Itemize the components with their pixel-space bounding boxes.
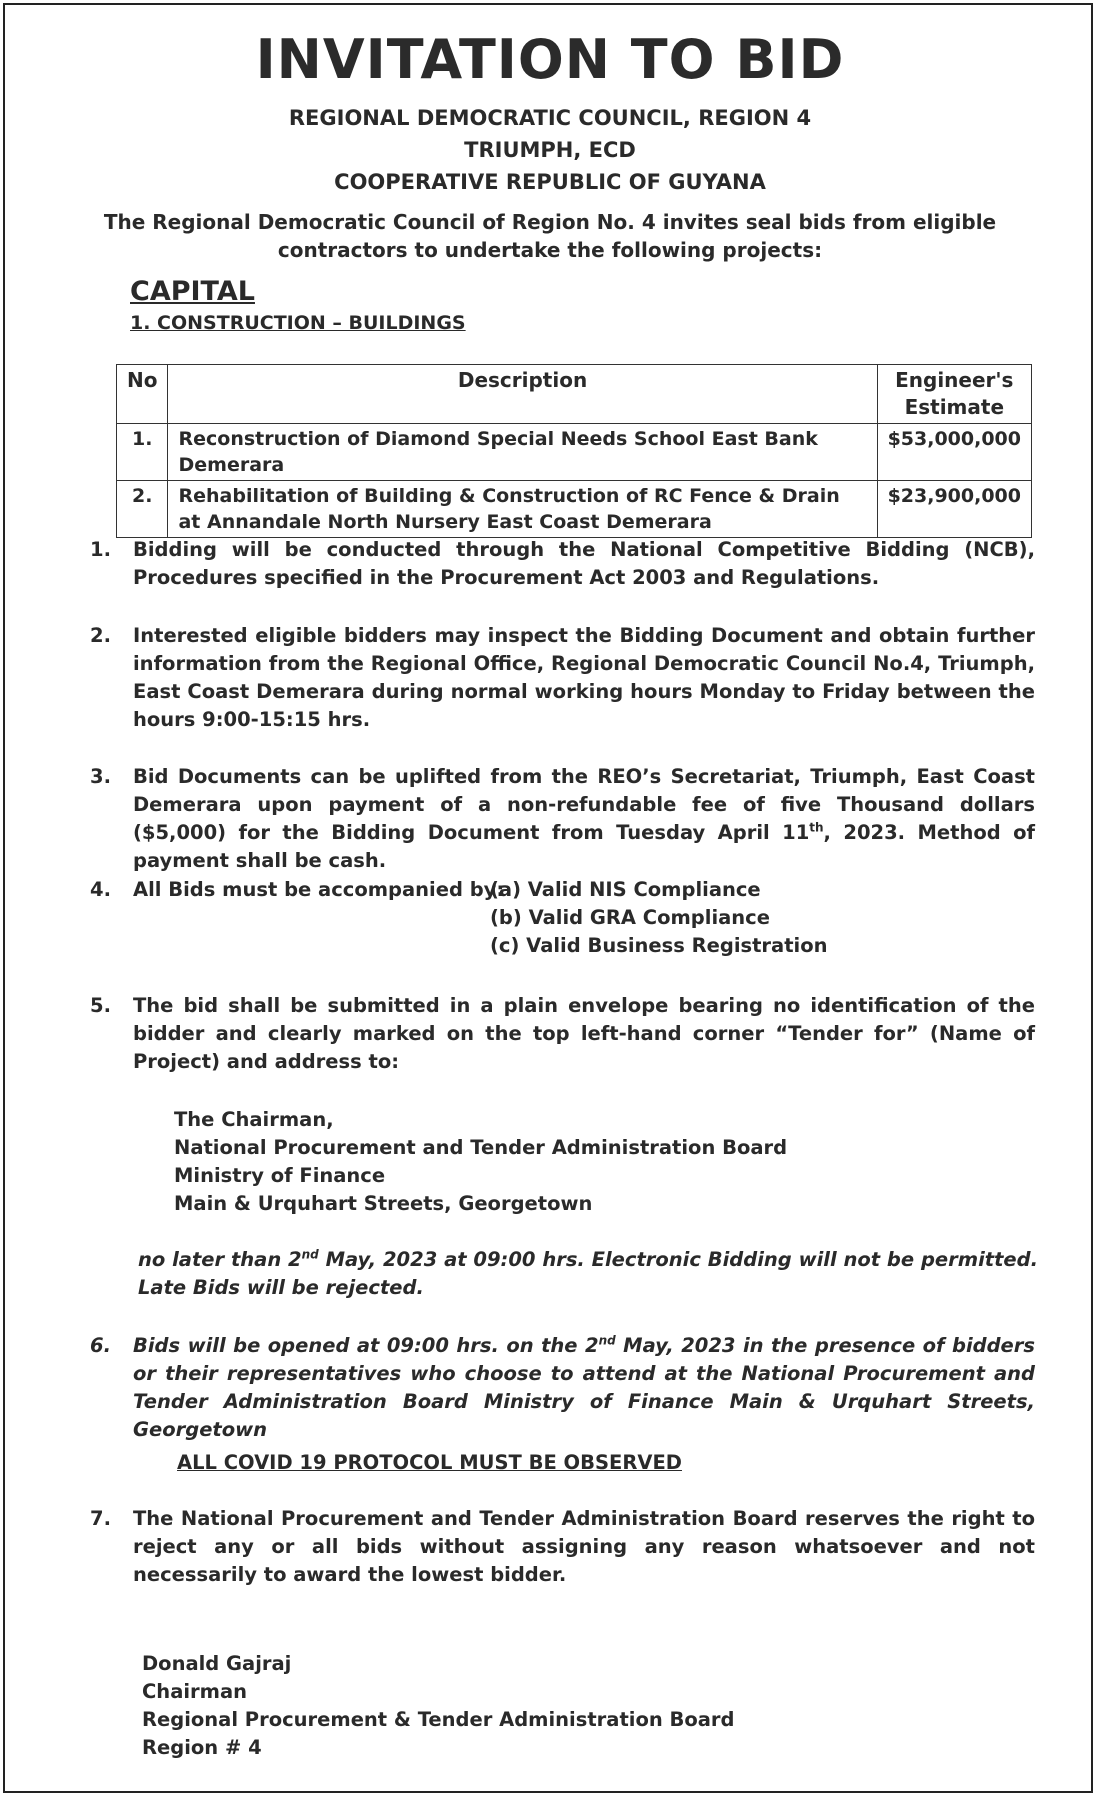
row-description: Rehabilitation of Building & Construction of RC Fence & Drain at Annandale North Nursery East Coast Demerara xyxy=(168,481,877,538)
table-header-row xyxy=(117,365,1032,424)
table-row xyxy=(117,481,1032,538)
covid-notice: ALL COVID 19 PROTOCOL MUST BE OBSERVED xyxy=(177,1451,682,1474)
signatory-board: Regional Procurement & Tender Administration Board xyxy=(142,1708,735,1731)
header-description: Description xyxy=(168,365,877,424)
row-no: 1. xyxy=(117,424,168,481)
item-number: 1. xyxy=(90,538,111,561)
row-estimate: $53,000,000 xyxy=(877,424,1031,481)
item-text: Interested eligible bidders may inspect the Bidding Document and obtain further information from the Regional Office, Regional Democratic Council No.4, Triumph, East Coast Demerara during normal working hours Monday to Friday between the hours 9:00-15:15 hrs. xyxy=(133,624,1035,731)
list-item xyxy=(90,622,1035,737)
requirement-business-registration: (c) Valid Business Registration xyxy=(490,934,828,957)
item-number: 3. xyxy=(90,765,111,788)
row-estimate: $23,900,000 xyxy=(877,481,1031,538)
list-item xyxy=(90,536,1035,596)
item-number: 7. xyxy=(90,1507,111,1530)
header-line-location: TRIUMPH, ECD xyxy=(464,138,636,162)
row-no: 2. xyxy=(117,481,168,538)
intro-paragraph: The Regional Democratic Council of Region No. 4 invites seal bids from eligible contractors to undertake the following projects: xyxy=(103,210,997,262)
requirement-gra: (b) Valid GRA Compliance xyxy=(490,906,770,929)
item-number: 4. xyxy=(90,878,111,901)
address-line: Main & Urquhart Streets, Georgetown xyxy=(174,1192,593,1215)
item-number: 2. xyxy=(90,624,111,647)
header-line-country: COOPERATIVE REPUBLIC OF GUYANA xyxy=(334,170,766,194)
header-line-council: REGIONAL DEMOCRATIC COUNCIL, REGION 4 xyxy=(288,106,812,130)
requirement-nis: (a) Valid NIS Compliance xyxy=(490,878,761,901)
list-item xyxy=(90,1505,1035,1595)
signatory-title: Chairman xyxy=(142,1680,248,1703)
item-text: Bids will be opened at 09:00 hrs. on the 2nd May, 2023 in the presence of bidders or their representatives who choose to attend at the National Procurement and Tender Administration Board Ministry of Finance Main & Urquhart Streets, Georgetown xyxy=(133,1333,1036,1441)
header-no: No xyxy=(117,365,168,424)
header-estimate: Engineer's Estimate xyxy=(877,365,1031,424)
signatory-name: Donald Gajraj xyxy=(142,1652,292,1675)
projects-table xyxy=(116,364,1032,538)
item-lead: All Bids must be accompanied by: xyxy=(133,878,505,901)
list-item xyxy=(90,992,1035,1082)
signatory-region: Region # 4 xyxy=(142,1736,262,1759)
list-item xyxy=(90,763,1035,872)
item-text: The bid shall be submitted in a plain envelope bearing no identification of the bidder and clearly marked on the top left-hand corner “Tender for” (Name of Project) and address to: xyxy=(133,994,1035,1073)
item-number: 6. xyxy=(90,1334,111,1357)
item-text: The National Procurement and Tender Administration Board reserves the right to reject any or all bids without assigning any reason whatsoever and not necessarily to award the lowest bidder. xyxy=(133,1507,1035,1586)
deadline-note: no later than 2nd May, 2023 at 09:00 hrs. Electronic Bidding will not be permitted. Late Bids will be rejected. xyxy=(138,1247,1038,1299)
item-text: Bid Documents can be uplifted from the REO’s Secretariat, Triumph, East Coast Demerara upon payment of a non-refundable fee of five Thousand dollars ($5,000) for the Bidding Document from Tuesday April 11th, 2023. Method of payment shall be cash. xyxy=(133,765,1035,872)
address-line: Ministry of Finance xyxy=(174,1164,386,1187)
row-description: Reconstruction of Diamond Special Needs School East Bank Demerara xyxy=(168,424,877,481)
item-text: Bidding will be conducted through the National Competitive Bidding (NCB), Procedures specified in the Procurement Act 2003 and Regulations. xyxy=(133,538,1035,589)
list-item xyxy=(90,1332,1036,1441)
item-number: 5. xyxy=(90,994,111,1017)
subsection-heading: 1. CONSTRUCTION – BUILDINGS xyxy=(130,312,466,334)
address-line: The Chairman, xyxy=(174,1108,334,1131)
section-heading: CAPITAL xyxy=(130,276,255,307)
table-row xyxy=(117,424,1032,481)
page-title: INVITATION TO BID xyxy=(255,28,845,91)
address-line: National Procurement and Tender Administration Board xyxy=(174,1136,788,1159)
